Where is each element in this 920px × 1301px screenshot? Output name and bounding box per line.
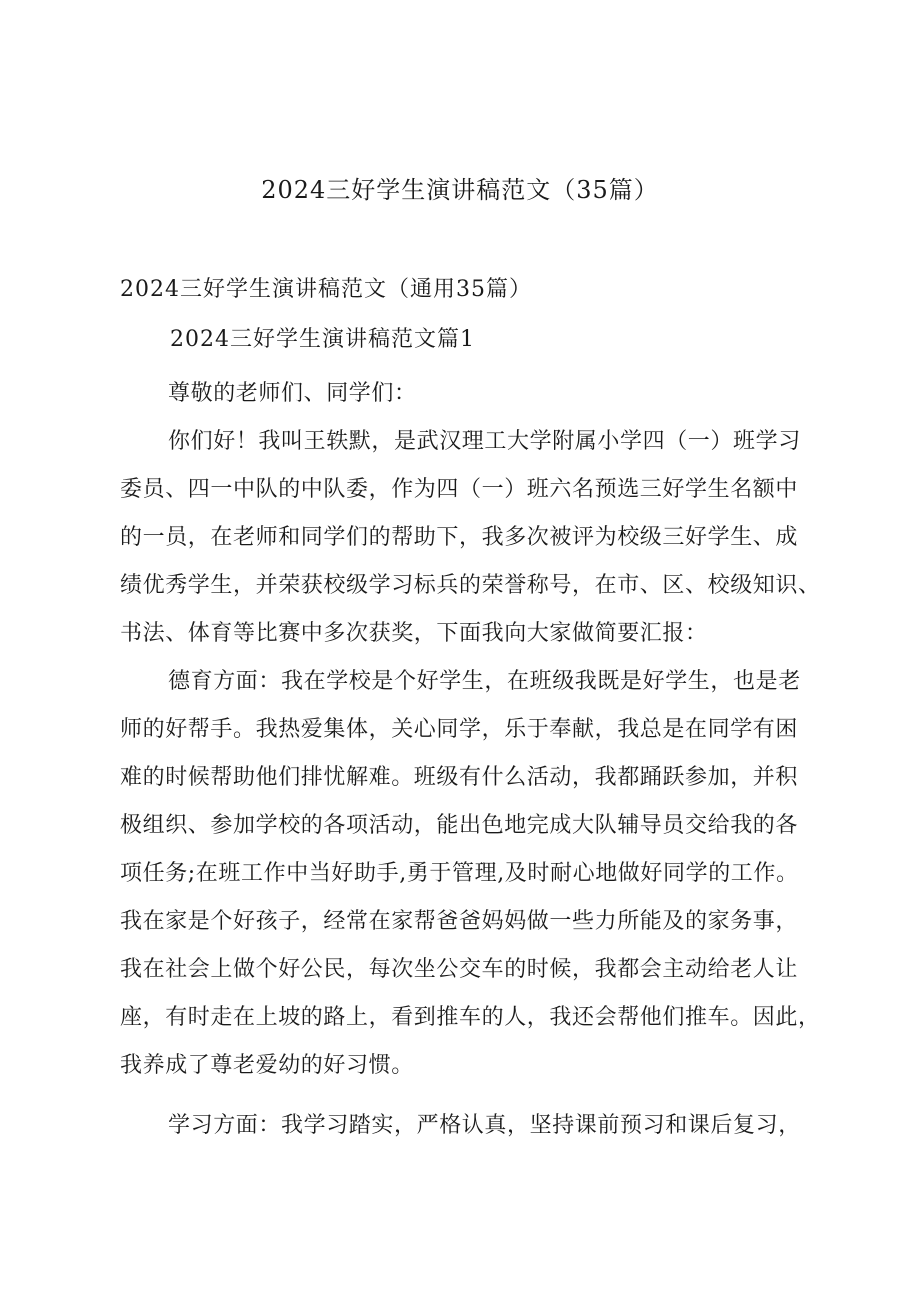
salutation-line: 尊敬的老师们、同学们： xyxy=(168,381,417,406)
paragraph-line: 德育方面：我在学校是个好学生，在班级我既是好学生，也是老 xyxy=(168,669,801,694)
paragraph-line: 我在家是个好孩子，经常在家帮爸爸妈妈做一些力所能及的家务事， xyxy=(120,909,799,934)
paragraph-line: 我在社会上做个好公民，每次坐公交车的时候，我都会主动给老人让 xyxy=(120,957,799,982)
paragraph-line: 绩优秀学生，并荣获校级学习标兵的荣誉称号，在市、区、校级知识、 xyxy=(120,573,821,598)
document-subtitle: 2024三好学生演讲稿范文（通用35篇） xyxy=(120,277,532,302)
paragraph-line: 极组织、参加学校的各项活动，能出色地完成大队辅导员交给我的各 xyxy=(120,813,799,838)
speech-body xyxy=(120,370,820,1150)
paragraph-line: 项任务;在班工作中当好助手,勇于管理,及时耐心地做好同学的工作。 xyxy=(120,861,799,886)
paragraph-line: 我养成了尊老爱幼的好习惯。 xyxy=(120,1053,414,1078)
paragraph-line: 委员、四一中队的中队委，作为四（一）班六名预选三好学生名额中 xyxy=(120,477,799,502)
document-title: 2024三好学生演讲稿范文（35篇） xyxy=(261,176,659,204)
paragraph-line: 书法、体育等比赛中多次获奖，下面我向大家做简要汇报： xyxy=(120,621,708,646)
paragraph-line: 座，有时走在上坡的路上，看到推车的人，我还会帮他们推车。因此， xyxy=(120,1005,821,1030)
paragraph-line: 的一员，在老师和同学们的帮助下，我多次被评为校级三好学生、成 xyxy=(120,525,799,550)
section-heading: 2024三好学生演讲稿范文篇1 xyxy=(170,327,475,352)
paragraph-line: 师的好帮手。我热爱集体，关心同学，乐于奉献，我总是在同学有困 xyxy=(120,717,799,742)
paragraph-line: 难的时候帮助他们排忧解难。班级有什么活动，我都踊跃参加，并积 xyxy=(120,765,799,790)
paragraph-line: 你们好！我叫王轶默，是武汉理工大学附属小学四（一）班学习 xyxy=(168,429,801,454)
paragraph-line: 学习方面：我学习踏实，严格认真，坚持课前预习和课后复习， xyxy=(168,1113,801,1138)
